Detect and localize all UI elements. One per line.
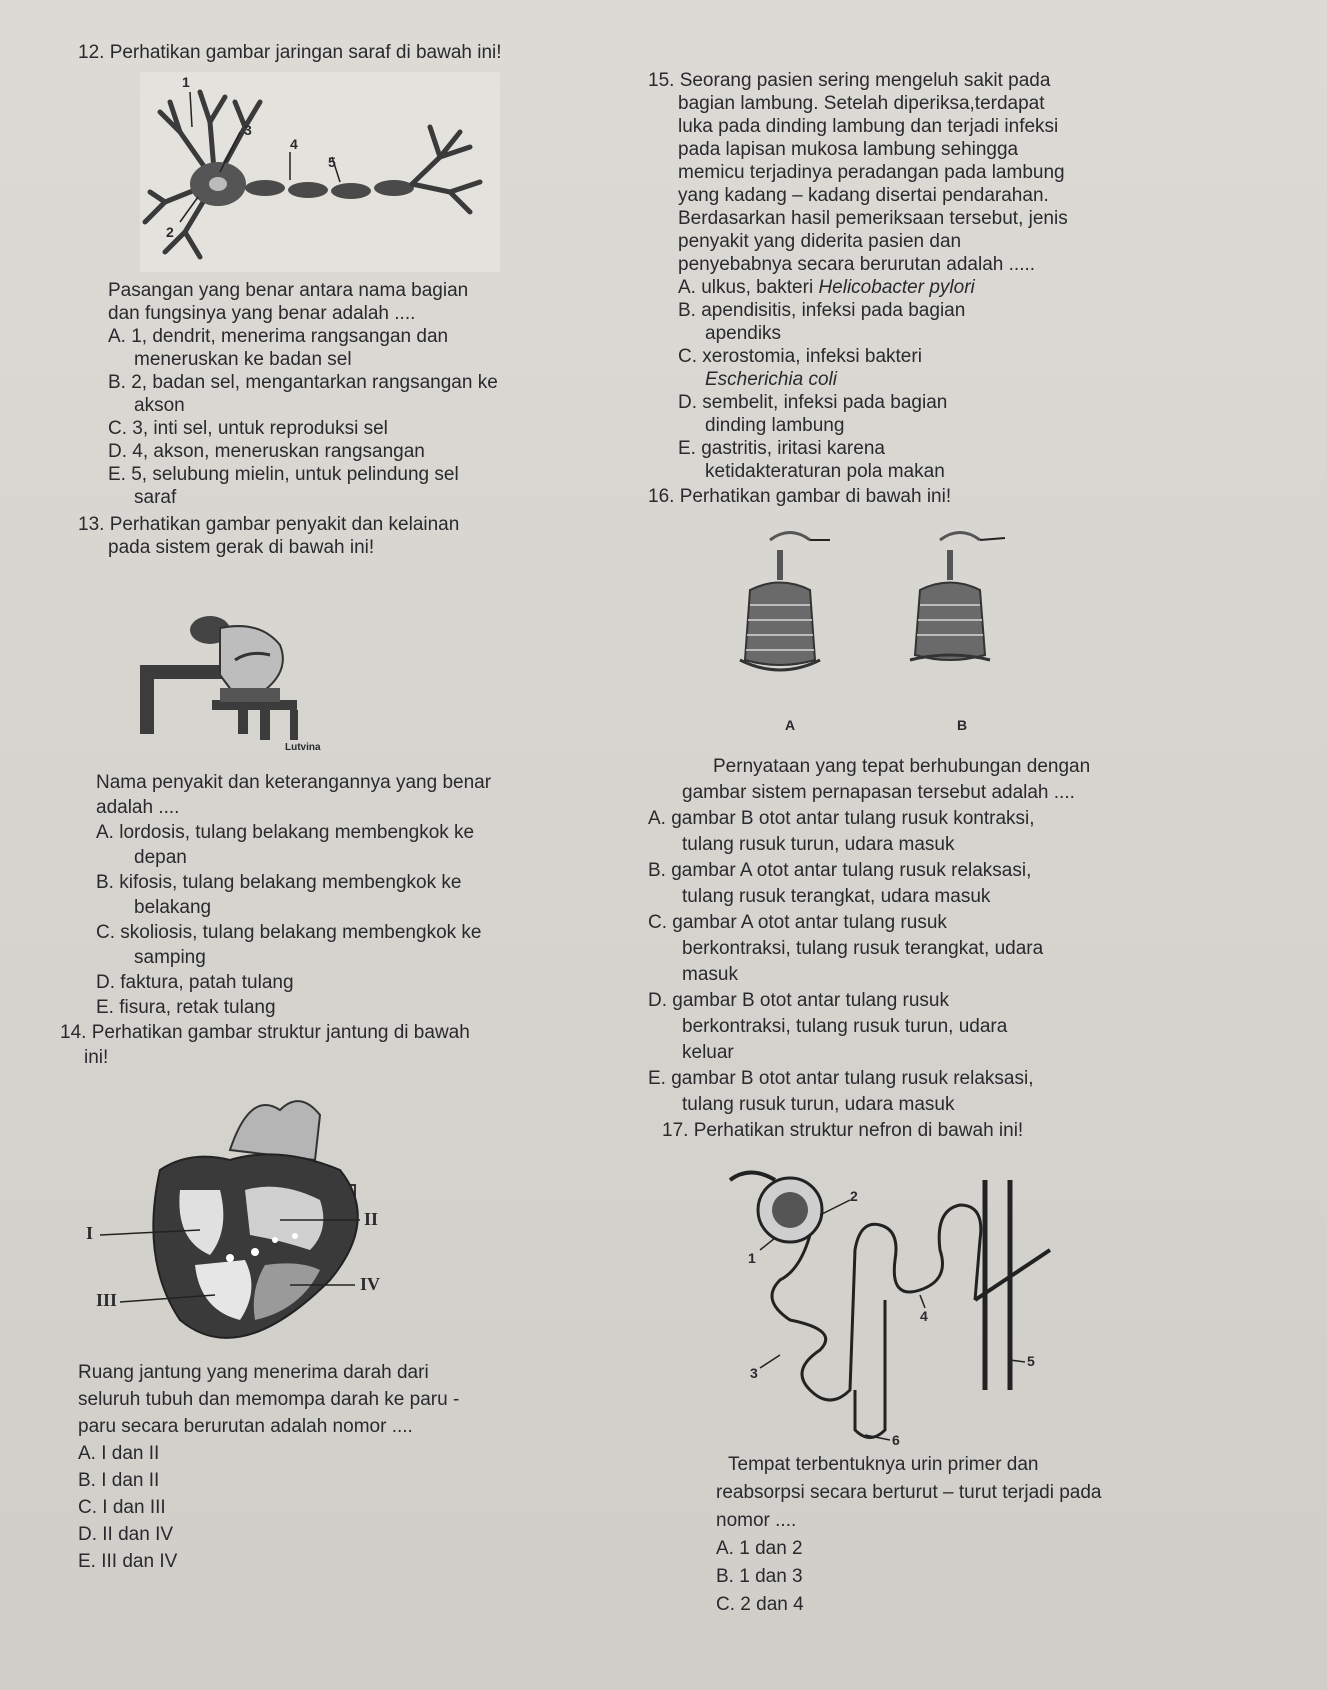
q17-prompt-cont: reabsorpsi secara berturut – turut terjadi pada (716, 1482, 1102, 1503)
q12-option-c[interactable]: C. 3, inti sel, untuk reproduksi sel (108, 418, 388, 439)
q16-option-b-cont: tulang rusuk terangkat, udara masuk (682, 886, 991, 907)
q16-option-c-cont: berkontraksi, tulang rusuk terangkat, udara (682, 938, 1044, 959)
q17-stem: 17. Perhatikan struktur nefron di bawah ini! (662, 1120, 1024, 1141)
q12-option-d[interactable]: D. 4, akson, meneruskan rangsangan (108, 441, 425, 462)
q13-option-b[interactable]: B. kifosis, tulang belakang membengkok ke (96, 872, 462, 893)
q15-line7: Berdasarkan hasil pemeriksaan tersebut, jenis (678, 208, 1068, 229)
neuron-label-4: 4 (290, 136, 298, 152)
q16-stem: 16. Perhatikan gambar di bawah ini! (648, 486, 952, 507)
heart-figure (80, 1090, 420, 1360)
q15-line8: penyakit yang diderita pasien dan (678, 231, 962, 252)
q15-option-a[interactable] (678, 277, 975, 299)
respiration-label-a: A (785, 717, 796, 733)
nephron-label-5: 5 (1027, 1353, 1035, 1369)
q17-prompt: Tempat terbentuknya urin primer dan (728, 1454, 1039, 1475)
q14-option-b[interactable]: B. I dan II (78, 1470, 160, 1491)
q17-option-b[interactable]: B. 1 dan 3 (716, 1566, 803, 1587)
q13-option-c[interactable]: C. skoliosis, tulang belakang membengkok ke (96, 922, 482, 943)
q12-option-e-cont: saraf (134, 487, 177, 508)
neuron-label-2: 2 (166, 224, 174, 240)
q16-option-e-cont: tulang rusuk turun, udara masuk (682, 1094, 955, 1115)
q15-line4: pada lapisan mukosa lambung sehingga (678, 139, 1019, 160)
heart-label-III: III (96, 1290, 118, 1310)
q15-option-b[interactable]: B. apendisitis, infeksi pada bagian (678, 300, 966, 321)
q17-option-c[interactable]: C. 2 dan 4 (716, 1594, 804, 1615)
nephron-figure (720, 1150, 1140, 1450)
nephron-label-2: 2 (850, 1188, 858, 1204)
q15-option-a-text: A. ulkus, bakteri (678, 277, 819, 298)
respiration-label-b: B (957, 717, 968, 733)
q16-prompt: Pernyataan yang tepat berhubungan dengan (713, 756, 1091, 777)
q12-line2: Pasangan yang benar antara nama bagian (108, 280, 469, 301)
q16-option-c-cont2: masuk (682, 964, 738, 985)
q14-option-a[interactable]: A. I dan II (78, 1443, 160, 1464)
q14-stem-cont: ini! (84, 1047, 109, 1068)
q13-ask-cont: adalah .... (96, 797, 180, 818)
q15-stem: 15. Seorang pasien sering mengeluh sakit pada (648, 70, 1051, 91)
q15-line3: luka pada dinding lambung dan terjadi infeksi (678, 116, 1059, 137)
q12-option-b-cont: akson (134, 395, 185, 416)
q12-line3: dan fungsinya yang benar adalah .... (108, 303, 416, 324)
nephron-label-6: 6 (892, 1432, 900, 1448)
q16-option-d-cont: berkontraksi, tulang rusuk turun, udara (682, 1016, 1008, 1037)
q13-option-b-cont: belakang (134, 897, 212, 918)
heart-label-I: I (86, 1223, 94, 1243)
q17-option-a[interactable]: A. 1 dan 2 (716, 1538, 803, 1559)
q13-stem: 13. Perhatikan gambar penyakit dan kelainan (78, 514, 460, 535)
q16-option-a-cont: tulang rusuk turun, udara masuk (682, 834, 955, 855)
q12-option-e[interactable]: E. 5, selubung mielin, untuk pelindung sel (108, 464, 459, 485)
q13-stem-cont: pada sistem gerak di bawah ini! (108, 537, 375, 558)
q15-option-e[interactable]: E. gastritis, iritasi karena (678, 438, 885, 459)
q12-option-a[interactable]: A. 1, dendrit, menerima rangsangan dan (108, 326, 449, 347)
q15-option-a-species: Helicobacter pylori (818, 277, 975, 298)
nephron-label-1: 1 (748, 1250, 756, 1266)
q13-ask: Nama penyakit dan keterangannya yang benar (96, 772, 492, 793)
q15-option-c[interactable]: C. xerostomia, infeksi bakteri (678, 346, 922, 367)
q13-option-a-cont: depan (134, 847, 187, 868)
q15-option-c-cont: Escherichia coli (705, 369, 837, 390)
neuron-label-5: 5 (328, 154, 336, 170)
q14-ask: Ruang jantung yang menerima darah dari (78, 1362, 429, 1383)
q15-option-d[interactable]: D. sembelit, infeksi pada bagian (678, 392, 948, 413)
q14-option-d[interactable]: D. II dan IV (78, 1524, 174, 1545)
q17-prompt-cont2: nomor .... (716, 1510, 797, 1531)
heart-label-II: II (364, 1209, 379, 1229)
q14-option-c[interactable]: C. I dan III (78, 1497, 166, 1518)
q15-line6: yang kadang – kadang disertai pendarahan. (678, 185, 1049, 206)
q16-option-c[interactable]: C. gambar A otot antar tulang rusuk (648, 912, 947, 933)
nephron-label-3: 3 (750, 1365, 758, 1381)
q13-option-d[interactable]: D. faktura, patah tulang (96, 972, 294, 993)
neuron-label-3: 3 (244, 122, 252, 138)
posture-caption: Lutvina (285, 742, 321, 753)
q14-option-e[interactable]: E. III dan IV (78, 1551, 178, 1572)
q14-stem: 14. Perhatikan gambar struktur jantung di bawah (60, 1022, 470, 1043)
q12-option-b[interactable]: B. 2, badan sel, mengantarkan rangsangan ke (108, 372, 498, 393)
q16-option-d-cont2: keluar (682, 1042, 734, 1063)
q15-line5: memicu terjadinya peradangan pada lambung (678, 162, 1065, 183)
q16-option-d[interactable]: D. gambar B otot antar tulang rusuk (648, 990, 949, 1011)
q15-line2: bagian lambung. Setelah diperiksa,terdapat (678, 93, 1045, 114)
heart-label-IV: IV (360, 1274, 381, 1294)
q16-option-e[interactable]: E. gambar B otot antar tulang rusuk relaksasi, (648, 1068, 1034, 1089)
q15-option-d-cont: dinding lambung (705, 415, 845, 436)
q16-option-b[interactable]: B. gambar A otot antar tulang rusuk relaksasi, (648, 860, 1032, 881)
q12-option-a-cont: meneruskan ke badan sel (134, 349, 352, 370)
q15-option-e-cont: ketidakteraturan pola makan (705, 461, 945, 482)
q13-option-a[interactable]: A. lordosis, tulang belakang membengkok ke (96, 822, 475, 843)
q14-ask-cont2: paru secara berurutan adalah nomor .... (78, 1416, 413, 1437)
q12-stem: 12. Perhatikan gambar jaringan saraf di bawah ini! (78, 42, 502, 63)
q13-option-e[interactable]: E. fisura, retak tulang (96, 997, 276, 1018)
q16-option-a[interactable]: A. gambar B otot antar tulang rusuk kontraksi, (648, 808, 1035, 829)
q14-ask-cont1: seluruh tubuh dan memompa darah ke paru - (78, 1389, 460, 1410)
q13-option-c-cont: samping (134, 947, 206, 968)
nephron-label-4: 4 (920, 1308, 928, 1324)
q16-prompt-cont: gambar sistem pernapasan tersebut adalah .... (682, 782, 1075, 803)
q15-option-b-cont: apendiks (705, 323, 782, 344)
neuron-figure (140, 72, 500, 272)
respiration-figure (710, 520, 1040, 733)
posture-figure (140, 600, 321, 753)
q15-line9: penyebabnya secara berurutan adalah ..... (678, 254, 1036, 275)
neuron-label-1: 1 (182, 74, 190, 90)
